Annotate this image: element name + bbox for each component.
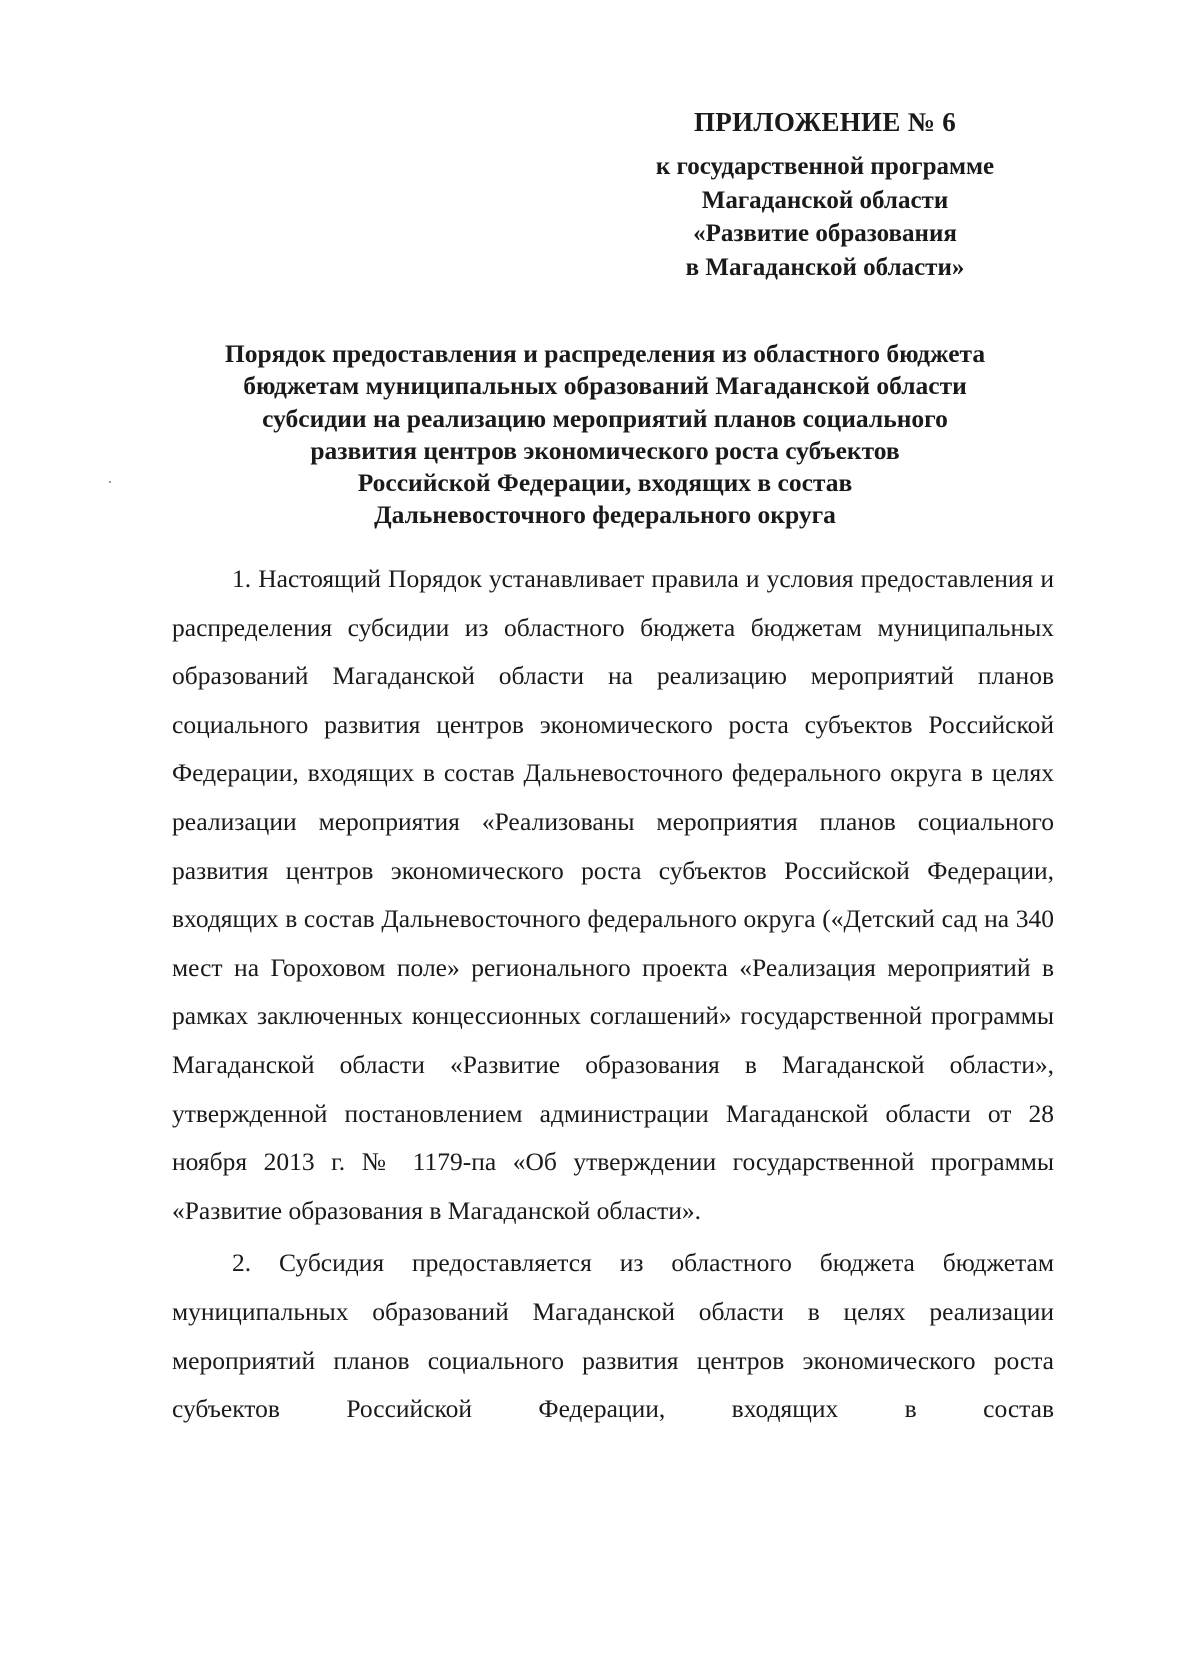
appendix-line: в Магаданской области»	[685, 253, 965, 281]
appendix-title: ПРИЛОЖЕНИЕ № 6	[694, 107, 956, 137]
document-title-line: Порядок предоставления и распределения из областного бюджета	[224, 339, 986, 368]
scan-speck	[109, 481, 111, 483]
document-title-line: Российской Федерации, входящих в состав	[357, 468, 853, 498]
document-title-line: бюджетам муниципальных образований Магаданской области	[243, 371, 967, 401]
paragraph-2: 2. Субсидия предоставляется из областного бюджета бюджетам муниципальных образований Магаданской области в целях реализации мероприятий планов социального развития центров экономического роста субъектов Российской Федерации, входящих в состав	[172, 1248, 1054, 1424]
document-title	[130, 338, 1080, 532]
appendix-line: к государственной программе	[655, 153, 995, 180]
document-body	[172, 555, 1054, 1434]
document-title-line: развития центров экономического роста субъектов	[310, 435, 900, 465]
document-title-line: Дальневосточного федерального округа	[374, 500, 836, 530]
document-title-line: субсидии на реализацию мероприятий планов социального	[262, 403, 948, 433]
appendix-line: «Развитие образования	[693, 220, 957, 247]
appendix-line: Магаданской области	[701, 186, 949, 214]
paragraph-1: 1. Настоящий Порядок устанавливает правила и условия предоставления и распределения субсидии из областного бюджета бюджетам муниципальных образований Магаданской области на реализацию мероприятий планов социального развития центров экономического роста субъектов Российской Федерации, входящих в состав Дальневосточного федерального округа в целях реализации мероприятия «Реализованы мероприятия планов социального развития центров экономического роста субъектов Российской Федерации, входящих в состав Дальневосточного федерального округа («Детский сад на 340 мест на Гороховом поле» регионального проекта «Реализация мероприятий в рамках заключенных концессионных соглашений» государственной программы Магаданской области «Развитие образования в Магаданской области», утвержденной постановлением администрации Магаданской области от 28 ноября 2013 г. № 1179-па «Об утверждении государственной программы «Развитие образования в Магаданской области».	[172, 564, 1054, 1225]
appendix-block	[600, 100, 1050, 284]
